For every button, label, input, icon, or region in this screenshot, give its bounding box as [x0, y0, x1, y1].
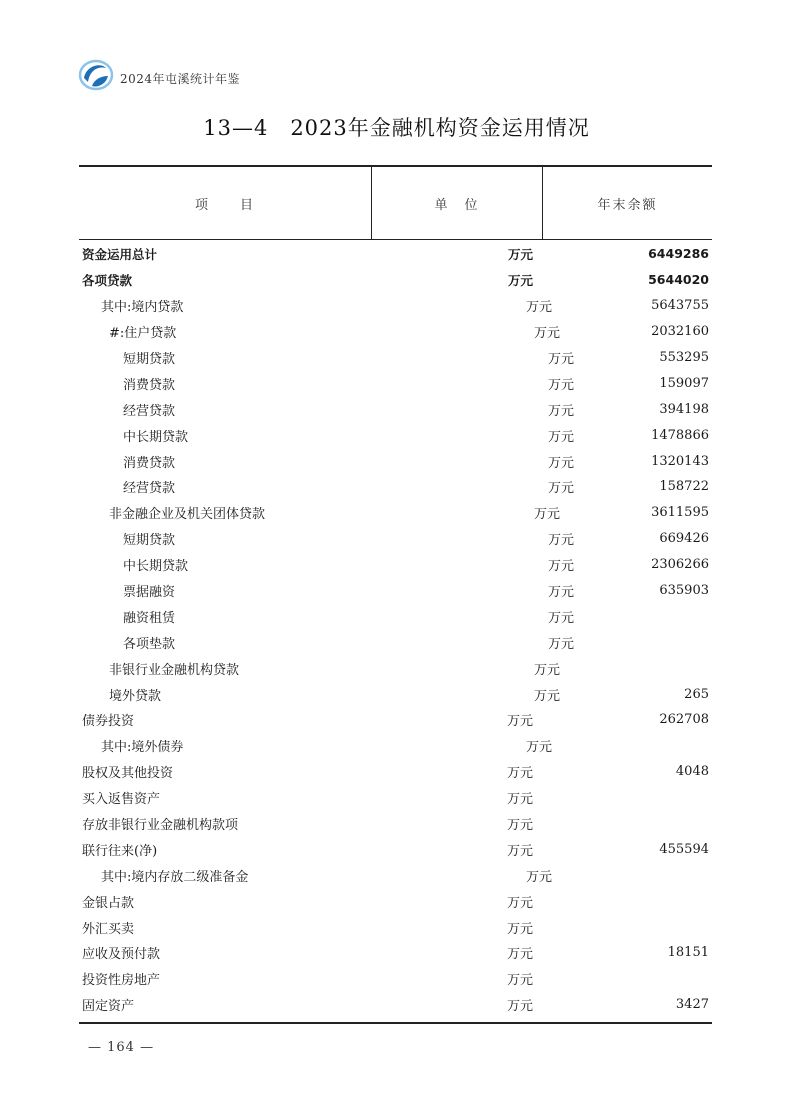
- row-unit: 万元: [533, 326, 560, 342]
- row-unit: 万元: [506, 999, 533, 1015]
- page-number: — 164 —: [88, 1040, 155, 1055]
- row-label: 金银占款: [82, 895, 135, 911]
- row-label: 存放非银行业金融机构款项: [82, 818, 239, 834]
- table-row: [79, 888, 712, 914]
- table-row: [79, 370, 712, 396]
- row-label: 非银行业金融机构贷款: [109, 662, 240, 678]
- row-unit: 万元: [547, 352, 574, 367]
- row-value: 159097: [659, 375, 709, 391]
- table-row: [79, 940, 712, 966]
- row-label: 固定资产: [82, 999, 135, 1015]
- row-value: 553295: [659, 350, 709, 365]
- row-label: 票据融资: [123, 585, 176, 601]
- row-value: 2032160: [651, 324, 709, 340]
- table-row: [79, 241, 712, 267]
- table-row: [79, 759, 712, 785]
- page-title: 13—4 2023年金融机构资金运用情况: [203, 116, 590, 140]
- row-label: 融资租赁: [123, 610, 176, 626]
- row-label: 其中:境内存放二级准备金: [101, 869, 249, 885]
- table-row: [79, 836, 712, 862]
- table-row: [79, 603, 712, 629]
- row-value: 3427: [675, 997, 709, 1013]
- row-unit: 万元: [547, 481, 574, 497]
- row-label: 各项垫款: [123, 636, 176, 652]
- page-header: [78, 58, 240, 92]
- row-value: 4048: [675, 764, 709, 780]
- row-label: 其中:境内贷款: [101, 300, 184, 316]
- row-value: 394198: [659, 401, 709, 417]
- row-value: 5644020: [648, 272, 709, 288]
- table-header-row: [79, 167, 712, 240]
- row-unit: 万元: [507, 246, 533, 262]
- row-label: 消费贷款: [123, 455, 176, 471]
- table-row: [79, 526, 712, 552]
- row-unit: 万元: [506, 714, 533, 730]
- row-unit: 万元: [506, 792, 533, 808]
- row-unit: 万元: [547, 585, 574, 601]
- row-unit: 万元: [506, 895, 533, 911]
- table-row: [79, 733, 712, 759]
- column-header-item: 项 目: [79, 167, 372, 239]
- row-unit: 万元: [547, 610, 574, 626]
- column-header-unit: 单 位: [372, 167, 543, 239]
- row-unit: 万元: [525, 869, 552, 885]
- row-unit: 万元: [547, 403, 574, 419]
- row-unit: 万元: [547, 636, 574, 652]
- row-label: 投资性房地产: [82, 973, 161, 989]
- row-label: 经营贷款: [123, 403, 176, 419]
- row-unit: 万元: [547, 429, 574, 445]
- table-row: [79, 707, 712, 733]
- table-row: [79, 785, 712, 811]
- table-row: [79, 914, 712, 940]
- row-unit: 万元: [506, 921, 533, 937]
- row-unit: 万元: [547, 455, 574, 471]
- row-value: 635903: [659, 583, 709, 599]
- table-row: [79, 345, 712, 371]
- row-value: 3611595: [651, 505, 709, 521]
- data-table: [79, 165, 712, 1024]
- table-body: [79, 240, 712, 1018]
- table-row: [79, 578, 712, 604]
- row-unit: 万元: [506, 766, 533, 782]
- row-label: 外汇买卖: [82, 921, 135, 937]
- row-label: 债券投资: [82, 714, 135, 730]
- row-unit: 万元: [525, 300, 552, 316]
- table-row: [79, 629, 712, 655]
- row-label: 应收及预付款: [82, 947, 161, 963]
- row-label: 各项贷款: [82, 272, 133, 288]
- row-label: 境外贷款: [109, 688, 162, 704]
- row-unit: 万元: [525, 740, 552, 756]
- row-label: 经营贷款: [123, 481, 176, 497]
- row-unit: 万元: [506, 818, 533, 834]
- row-label: 中长期贷款: [123, 429, 189, 445]
- row-label: 其中:境外债券: [101, 740, 184, 756]
- table-row: [79, 422, 712, 448]
- row-value: 262708: [659, 712, 709, 728]
- column-header-value: 年末余额: [597, 197, 658, 213]
- row-unit: 万元: [547, 559, 574, 575]
- table-row: [79, 811, 712, 837]
- row-label: #:住户贷款: [109, 326, 177, 342]
- row-value: 265: [684, 686, 709, 702]
- table-row: [79, 500, 712, 526]
- row-value: 455594: [659, 841, 709, 857]
- table-row: [79, 396, 712, 422]
- row-label: 资金运用总计: [82, 246, 158, 262]
- table-row: [79, 966, 712, 992]
- table-row: [79, 681, 712, 707]
- row-label: 买入返售资产: [82, 792, 161, 808]
- row-unit: 万元: [507, 272, 533, 288]
- row-label: 联行往来(净): [82, 843, 158, 859]
- table-row: [79, 474, 712, 500]
- row-value: 18151: [667, 945, 709, 961]
- row-unit: 万元: [506, 947, 533, 963]
- row-label: 股权及其他投资: [82, 766, 174, 782]
- table-row: [79, 862, 712, 888]
- table-row: [79, 293, 712, 319]
- row-label: 非金融企业及机关团体贷款: [109, 507, 266, 523]
- table-row: [79, 267, 712, 293]
- row-value: 158722: [659, 479, 709, 495]
- row-value: 5643755: [651, 298, 709, 314]
- row-unit: 万元: [533, 688, 560, 704]
- row-unit: 万元: [533, 662, 560, 678]
- row-value: 669426: [659, 531, 709, 547]
- row-unit: 万元: [506, 973, 533, 989]
- row-value: 2306266: [651, 557, 709, 573]
- row-value: 1478866: [651, 427, 709, 443]
- table-row: [79, 992, 712, 1018]
- table-row: [79, 655, 712, 681]
- row-label: 短期贷款: [123, 533, 176, 549]
- yearbook-logo-icon: [78, 58, 114, 92]
- row-value: 6449286: [648, 246, 709, 262]
- row-label: 消费贷款: [123, 377, 176, 393]
- table-row: [79, 448, 712, 474]
- book-title: 2024年屯溪统计年鉴: [120, 71, 241, 86]
- row-unit: 万元: [547, 533, 574, 549]
- table-row: [79, 319, 712, 345]
- row-unit: 万元: [547, 377, 574, 393]
- row-label: 中长期贷款: [123, 559, 189, 575]
- row-label: 短期贷款: [123, 352, 176, 367]
- table-bottom-rule: [79, 1022, 712, 1024]
- table-row: [79, 552, 712, 578]
- row-unit: 万元: [533, 507, 560, 523]
- row-value: 1320143: [651, 453, 709, 469]
- row-unit: 万元: [506, 843, 533, 859]
